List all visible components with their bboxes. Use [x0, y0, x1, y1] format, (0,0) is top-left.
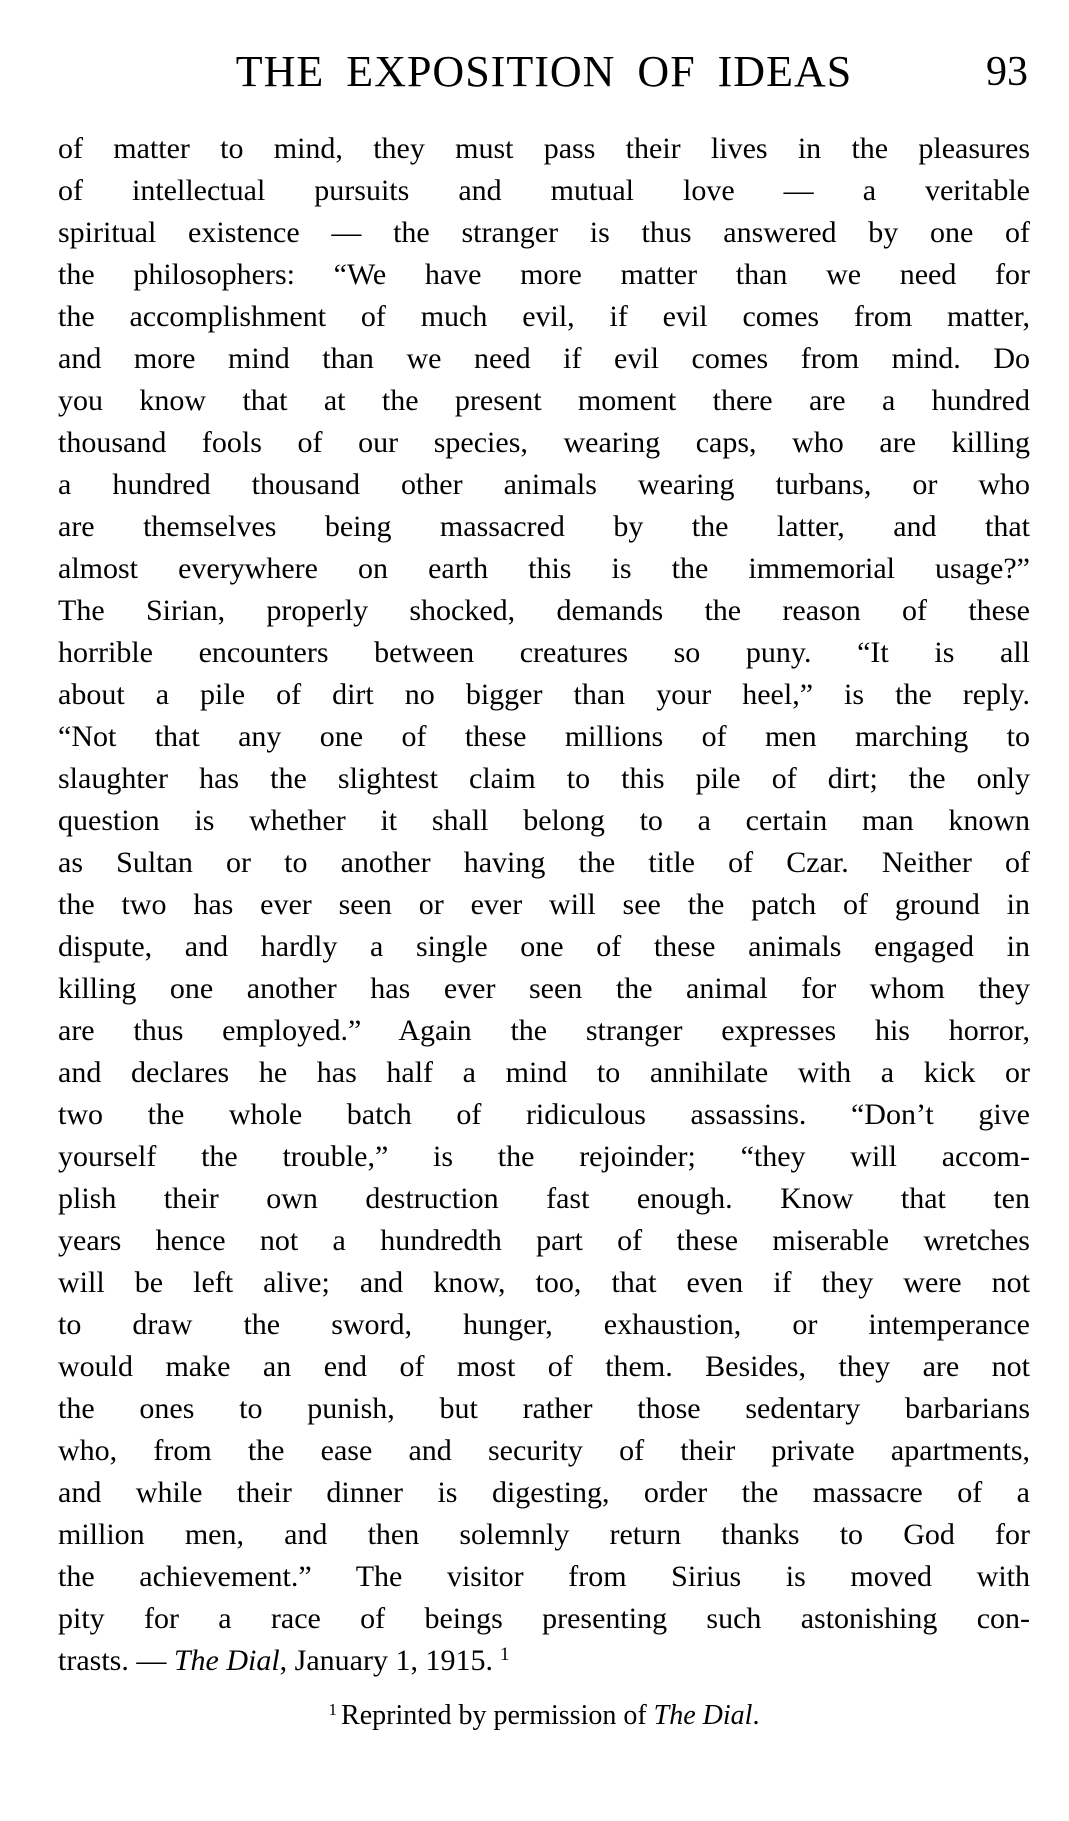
footnote-text: Reprinted by permission of — [341, 1700, 654, 1731]
footnote-number: 1 — [328, 1700, 338, 1719]
text-line: the accomplishment of much evil, if evil comes from matter, — [58, 300, 1030, 333]
text-line: question is whether it shall belong to a certain man known — [58, 804, 1030, 837]
text-line: the ones to punish, but rather those sedentary barbarians — [58, 1392, 1030, 1425]
footnote-reference-mark: 1 — [499, 1644, 510, 1665]
text-line: as Sultan or to another having the title of Czar. Neither of — [58, 846, 1030, 879]
text-line: the philosophers: “We have more matter than we need for — [58, 258, 1030, 291]
body-text-block — [58, 128, 1030, 1682]
text-line: years hence not a hundredth part of these miserable wretches — [58, 1224, 1030, 1257]
text-line: dispute, and hardly a single one of these animals engaged in — [58, 930, 1030, 963]
text-line: to draw the sword, hunger, exhaustion, or intemperance — [58, 1308, 1030, 1341]
text-line: a hundred thousand other animals wearing turbans, or who — [58, 468, 1030, 501]
text-line: million men, and then solemnly return thanks to God for — [58, 1518, 1030, 1551]
text-line: The Sirian, properly shocked, demands the reason of these — [58, 594, 1030, 627]
footnote — [58, 1698, 1030, 1734]
text-line: killing one another has ever seen the animal for whom they — [58, 972, 1030, 1005]
footnote-period: . — [752, 1700, 760, 1731]
text-line: “Not that any one of these millions of men marching to — [58, 720, 1030, 753]
text-line: pity for a race of beings presenting such astonishing con- — [58, 1602, 1030, 1635]
text-line: would make an end of most of them. Besides, they are not — [58, 1350, 1030, 1383]
text-line: about a pile of dirt no bigger than your heel,” is the reply. — [58, 678, 1030, 711]
text-line: almost everywhere on earth this is the immemorial usage?” — [58, 552, 1030, 585]
text-line: plish their own destruction fast enough. Know that ten — [58, 1182, 1030, 1215]
text-line-last — [58, 1640, 1030, 1682]
text-line: who, from the ease and security of their private apartments, — [58, 1434, 1030, 1467]
last-line-date: , January 1, 1915. — [279, 1644, 493, 1677]
text-line: are thus employed.” Again the stranger expresses his horror, — [58, 1014, 1030, 1047]
text-line: slaughter has the slightest claim to this pile of dirt; the only — [58, 762, 1030, 795]
text-line: spiritual existence — the stranger is thus answered by one of — [58, 216, 1030, 249]
text-line: and more mind than we need if evil comes from mind. Do — [58, 342, 1030, 375]
text-line: thousand fools of our species, wearing caps, who are killing — [58, 426, 1030, 459]
text-line: yourself the trouble,” is the rejoinder; “they will accom- — [58, 1140, 1030, 1173]
text-line: two the whole batch of ridiculous assassins. “Don’t give — [58, 1098, 1030, 1131]
last-line-text: trasts. — — [58, 1644, 174, 1677]
text-line: will be left alive; and know, too, that even if they were not — [58, 1266, 1030, 1299]
text-line: and declares he has half a mind to annihilate with a kick or — [58, 1056, 1030, 1089]
text-line: the two has ever seen or ever will see the patch of ground in — [58, 888, 1030, 921]
text-line: of intellectual pursuits and mutual love — a veritable — [58, 174, 1030, 207]
page-header — [58, 47, 1030, 98]
page-number: 93 — [986, 49, 1028, 95]
text-line: and while their dinner is digesting, order the massacre of a — [58, 1476, 1030, 1509]
footnote-cited-work: The Dial — [653, 1700, 753, 1731]
running-head-title: THE EXPOSITION OF IDEAS — [235, 47, 853, 96]
cited-work-title: The Dial — [173, 1644, 280, 1677]
text-line: are themselves being massacred by the latter, and that — [58, 510, 1030, 543]
text-line: of matter to mind, they must pass their lives in the pleasures — [58, 132, 1030, 165]
text-line: you know that at the present moment there are a hundred — [58, 384, 1030, 417]
text-line: the achievement.” The visitor from Sirius is moved with — [58, 1560, 1030, 1593]
text-line: horrible encounters between creatures so puny. “It is all — [58, 636, 1030, 669]
